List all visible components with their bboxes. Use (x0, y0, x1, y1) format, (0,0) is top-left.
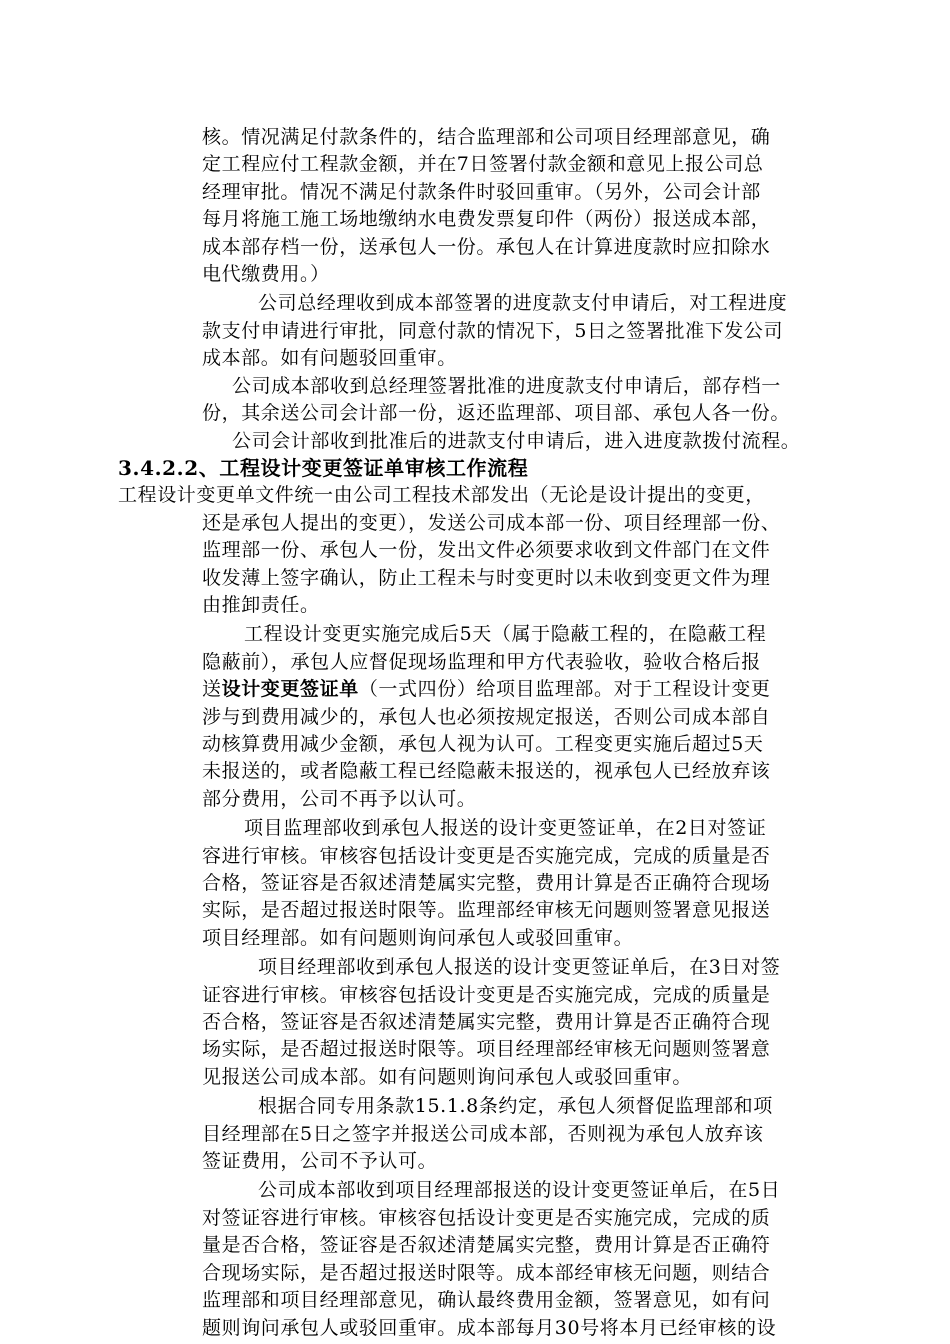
text-line: 部分费用，公司不再予以认可。 (202, 787, 477, 810)
text-line: 根据合同专用条款15.1.8条约定，承包人须督促监理部和项 (258, 1095, 773, 1118)
text-line: 收发薄上签字确认，防止工程未与时变更时以未收到变更文件为理 (202, 566, 771, 589)
text-line: 每月将施工施工场地缴纳水电费发票复印件（两份）报送成本部， (202, 208, 771, 231)
text-segment: （一式四份）给项目监理部。对于工程设计变更 (358, 678, 771, 701)
text-line: 监理部和项目经理部意见，确认最终费用金额，签署意见，如有问 (202, 1289, 771, 1312)
text-line: 由推卸责任。 (202, 593, 320, 616)
text-line: 签证费用，公司不予认可。 (202, 1150, 438, 1173)
text-line: 量是否合格，签证容是否叙述清楚属实完整，费用计算是否正确符 (202, 1234, 771, 1257)
text-line: 目经理部在5日之签字并报送公司成本部，否则视为承包人放弃该 (202, 1122, 764, 1145)
text-line: 涉与到费用减少的，承包人也必须按规定报送，否则公司成本部自 (202, 705, 771, 728)
text-line: 题则询问承包人或驳回重审。成本部每月30号将本月已经审核的设 (202, 1316, 777, 1339)
text-line: 电代缴费用。） (202, 263, 330, 286)
text-line: 款支付申请进行审批，同意付款的情况下，5日之签署批准下发公司 (202, 319, 784, 342)
text-line: 成本部。如有问题驳回重审。 (202, 347, 457, 370)
text-line: 公司成本部收到总经理签署批准的进度款支付申请后，部存档一 (232, 374, 781, 397)
text-line: 合现场实际，是否超过报送时限等。成本部经审核无问题，则结合 (202, 1261, 771, 1284)
text-line: 容进行审核。审核容包括设计变更是否实施完成，完成的质量是否 (202, 844, 771, 867)
section-heading: 3.4.2.2、工程设计变更签证单审核工作流程 (118, 455, 529, 480)
text-line: 成本部存档一份，送承包人一份。承包人在计算进度款时应扣除水 (202, 235, 771, 258)
text-line: 项目经理部收到承包人报送的设计变更签证单后，在3日对签 (258, 956, 781, 979)
text-line: 项目经理部。如有问题则询问承包人或驳回重审。 (202, 926, 634, 949)
text-line: 公司会计部收到批准后的进款支付申请后，进入进度款拨付流程。 (232, 429, 801, 452)
text-line: 工程设计变更单文件统一由公司工程技术部发出（无论是设计提出的变更， (118, 484, 765, 507)
text-line: 见报送公司成本部。如有问题则询问承包人或驳回重审。 (202, 1065, 693, 1088)
text-line: 定工程应付工程款金额，并在7日签署付款金额和意见上报公司总 (202, 153, 764, 176)
text-line: 合格，签证容是否叙述清楚属实完整，费用计算是否正确符合现场 (202, 872, 771, 895)
text-line: 公司成本部收到项目经理部报送的设计变更签证单后，在5日 (258, 1179, 781, 1202)
text-line: 经理审批。情况不满足付款条件时驳回重审。（另外，公司会计部 (202, 180, 761, 203)
text-line: 核。情况满足付款条件的，结合监理部和公司项目经理部意见，确 (202, 126, 771, 148)
text-line: 公司总经理收到成本部签署的进度款支付申请后，对工程进度 (258, 292, 788, 315)
text-line: 对签证容进行审核。审核容包括设计变更是否实施完成，完成的质 (202, 1206, 771, 1229)
text-line: 项目监理部收到承包人报送的设计变更签证单，在2日对签证 (244, 817, 767, 840)
text-line: 份，其余送公司会计部一份，返还监理部、项目部、承包人各一份。 (202, 402, 791, 425)
text-line: 场实际，是否超过报送时限等。项目经理部经审核无问题则签署意 (202, 1038, 771, 1061)
text-line: 监理部一份、承包人一份，发出文件必须要求收到文件部门在文件 (202, 539, 771, 562)
text-segment: 送 (202, 678, 222, 701)
text-line: 工程设计变更实施完成后5天（属于隐蔽工程的，在隐蔽工程 (244, 623, 767, 646)
text-line: 否合格，签证容是否叙述清楚属实完整，费用计算是否正确符合现 (202, 1011, 771, 1034)
text-line: 未报送的，或者隐蔽工程已经隐蔽未报送的，视承包人已经放弃该 (202, 760, 771, 783)
text-line: 证容进行审核。审核容包括设计变更是否实施完成，完成的质量是 (202, 983, 771, 1006)
text-line: 实际，是否超过报送时限等。监理部经审核无问题则签署意见报送 (202, 899, 771, 922)
form-name-emphasis: 设计变更签证单 (221, 678, 359, 701)
text-line: 隐蔽前），承包人应督促现场监理和甲方代表验收，验收合格后报 (202, 650, 761, 673)
text-line: 动核算费用减少金额，承包人视为认可。工程变更实施后超过5天 (202, 733, 764, 756)
text-line-mixed (202, 676, 770, 702)
text-line: 还是承包人提出的变更），发送公司成本部一份、项目经理部一份、 (202, 511, 781, 534)
